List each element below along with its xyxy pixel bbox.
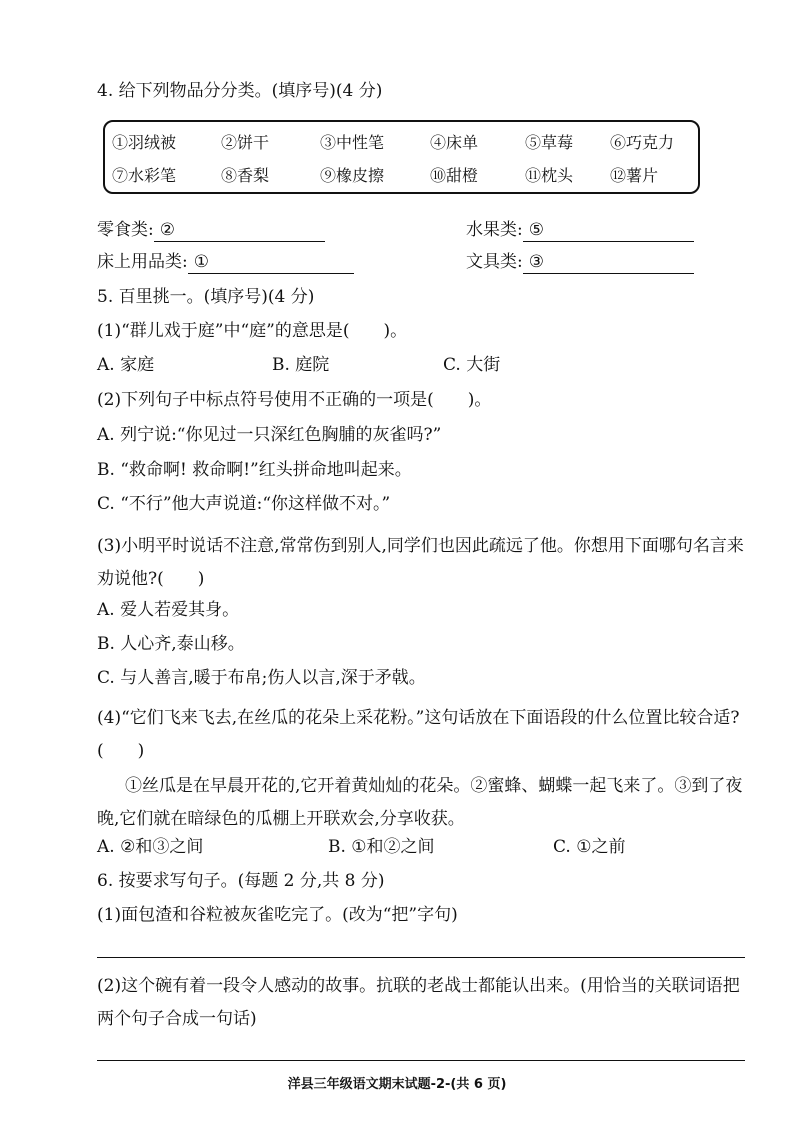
item-cell: ⑩甜橙: [430, 166, 479, 185]
stationery-label: 文具类:: [466, 252, 523, 272]
item-cell: ④床单: [430, 133, 479, 152]
item-cell: ⑪枕头: [525, 166, 574, 185]
items-box: [103, 120, 700, 194]
q5-s4-option-c: C. ①之前: [553, 837, 626, 857]
item-cell: ⑤草莓: [525, 133, 574, 152]
q5-s4-passage: ①丝瓜是在早晨开花的,它开着黄灿灿的花朵。②蜜蜂、蝴蝶一起飞来了。③到了夜晚,它们就在暗绿色的瓜棚上开联欢会,分享收获。: [97, 776, 743, 829]
stationery-answer: ③: [523, 251, 694, 274]
q5-s3-option-b: B. 人心齐,泰山移。: [97, 634, 245, 654]
item-cell: ③中性笔: [320, 133, 385, 152]
item-cell: ②饼干: [221, 133, 270, 152]
item-cell: ①羽绒被: [112, 133, 177, 152]
fruit-field[interactable]: [466, 219, 694, 242]
answer-line[interactable]: [97, 957, 745, 958]
snack-label: 零食类:: [97, 220, 154, 240]
q5-title: 5. 百里挑一。(填序号)(4 分): [97, 287, 315, 307]
q5-s2-option-b: B. “救命啊! 救命啊!”红头拼命地叫起来。: [97, 460, 412, 480]
q5-s4-question: (4)“它们飞来飞去,在丝瓜的花朵上采花粉。”这句话放在下面语段的什么位置比较合适?( ): [97, 708, 740, 761]
q5-s1-option-b: B. 庭院: [272, 355, 330, 375]
q5-s4-option-a: A. ②和③之间: [97, 837, 204, 857]
bedding-answer: ①: [188, 251, 354, 274]
q5-s2-option-c: C. “不行”他大声说道:“你这样做不对。”: [97, 494, 391, 514]
q6-title: 6. 按要求写句子。(每题 2 分,共 8 分): [97, 871, 385, 891]
fruit-label: 水果类:: [466, 220, 523, 240]
item-cell: ⑦水彩笔: [112, 166, 177, 185]
q5-s3-question: (3)小明平时说话不注意,常常伤到别人,同学们也因此疏远了他。你想用下面哪句名言来劝说他?( ): [97, 536, 744, 589]
item-cell: ⑨橡皮擦: [320, 166, 385, 185]
q5-s3-option-a: A. 爱人若爱其身。: [97, 600, 240, 620]
q4-title: 4. 给下列物品分分类。(填序号)(4 分): [97, 81, 383, 101]
item-cell: ⑫薯片: [610, 166, 659, 185]
item-cell: ⑥巧克力: [610, 133, 675, 152]
bedding-label: 床上用品类:: [97, 252, 188, 272]
q5-s3-option-c: C. 与人善言,暖于布帛;伤人以言,深于矛戟。: [97, 668, 426, 688]
stationery-field[interactable]: [466, 251, 694, 274]
q5-s2-option-a: A. 列宁说:“你见过一只深红色胸脯的灰雀吗?”: [97, 425, 442, 445]
q5-s1-option-c: C. 大街: [443, 355, 501, 375]
page-footer: 洋县三年级语文期末试题-2-(共 6 页): [287, 1077, 507, 1092]
q6-s2: (2)这个碗有着一段令人感动的故事。抗联的老战士都能认出来。(用恰当的关联词语把两个句子合成一句话): [97, 976, 740, 1029]
q5-s1-option-a: A. 家庭: [97, 355, 155, 375]
q5-s4-option-b: B. ①和②之间: [328, 837, 435, 857]
snack-field[interactable]: [97, 219, 325, 242]
snack-answer: ②: [154, 219, 325, 242]
q6-s1: (1)面包渣和谷粒被灰雀吃完了。(改为“把”字句): [97, 905, 458, 925]
fruit-answer: ⑤: [523, 219, 694, 242]
answer-line[interactable]: [97, 1060, 745, 1061]
bedding-field[interactable]: [97, 251, 354, 274]
q5-s2-question: (2)下列句子中标点符号使用不正确的一项是( )。: [97, 390, 492, 410]
q5-s1-question: (1)“群儿戏于庭”中“庭”的意思是( )。: [97, 321, 408, 341]
item-cell: ⑧香梨: [221, 166, 270, 185]
